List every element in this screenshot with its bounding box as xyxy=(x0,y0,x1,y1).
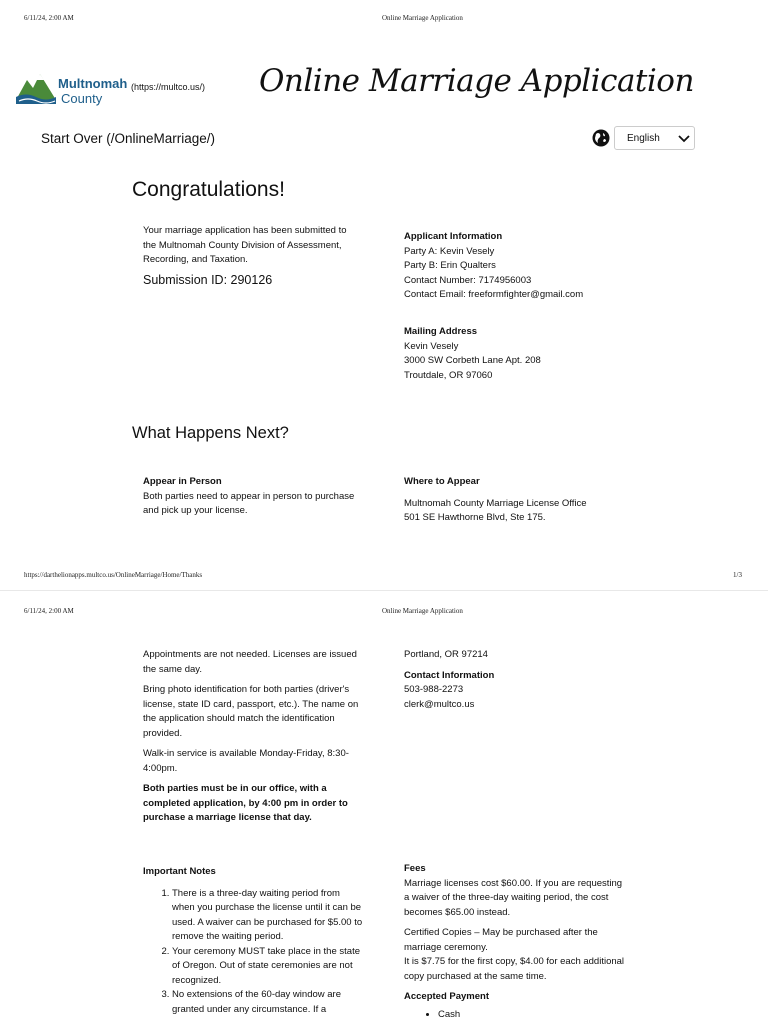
note-item: 2. Your ceremony MUST take place in the state of Oregon. Out of state ceremonies are not recognized. xyxy=(172,945,365,989)
logo-text-line1: Multnomah xyxy=(58,76,128,91)
mailing-address xyxy=(404,325,654,383)
language-select-value: English xyxy=(627,133,660,144)
applicant-info xyxy=(404,230,654,303)
fees-heading: Fees xyxy=(404,863,426,874)
office-address1: 501 SE Hawthorne Blvd, Ste 175. xyxy=(404,512,546,523)
submission-id: Submission ID: 290126 xyxy=(143,273,273,287)
print-title-2: Online Marriage Application xyxy=(382,607,463,615)
mailing-street: 3000 SW Corbeth Lane Apt. 208 xyxy=(404,355,541,366)
multnomah-logo-icon[interactable] xyxy=(16,70,56,106)
contact-number: Contact Number: 7174956003 xyxy=(404,274,532,286)
appointments-text: Appointments are not needed. Licenses are issued the same day. xyxy=(143,649,357,675)
payment-list xyxy=(404,1008,629,1023)
certified-copies-text: Certified Copies – May be purchased after the marriage ceremony. xyxy=(404,927,598,953)
where-to-appear xyxy=(404,475,654,526)
mailing-city: Troutdale, OR 97060 xyxy=(404,369,493,381)
print-datetime: 6/11/24, 2:00 AM xyxy=(24,14,74,22)
office-email[interactable]: clerk@multco.us xyxy=(404,698,475,710)
payment-item: • Cash xyxy=(438,1008,629,1023)
office-contact xyxy=(404,648,654,712)
fees-section xyxy=(404,862,629,1022)
submission-message: Your marriage application has been submitted to the Multnomah County Division of Assessment, Recording, and Taxation. xyxy=(143,225,347,265)
deadline-text: Both parties must be in our office, with a completed application, by 4:00 pm in order to purchase a marriage license that day. xyxy=(143,783,348,823)
mailing-name: Kevin Vesely xyxy=(404,340,459,352)
appearance-details xyxy=(143,648,365,832)
photo-id-text: Bring photo identification for both parties (driver's license, state ID card, passport, etc.). The name on the application should match the identification provided. xyxy=(143,684,359,739)
fees-text: Marriage licenses cost $60.00. If you are requesting a waiver of the three-day waiting period, the cost becomes $65.00 instead. xyxy=(404,877,623,918)
notes-heading: Important Notes xyxy=(143,866,216,877)
where-heading: Where to Appear xyxy=(404,476,480,487)
payment-heading: Accepted Payment xyxy=(404,991,490,1002)
party-b: Party B: Erin Qualters xyxy=(404,260,496,271)
appear-text: Both parties need to appear in person to purchase and pick up your license. xyxy=(143,490,355,516)
office-name: Multnomah County Marriage License Office xyxy=(404,497,587,509)
party-a: Party A: Kevin Vesely xyxy=(404,245,495,257)
contact-email: Contact Email: freeformfighter@gmail.com xyxy=(404,289,584,300)
page-break xyxy=(0,590,768,591)
congrats-heading: Congratulations! xyxy=(132,178,285,201)
notes-list xyxy=(143,887,365,1018)
mailing-heading: Mailing Address xyxy=(404,326,478,337)
page-number: 1/3 xyxy=(733,571,742,579)
office-address2: Portland, OR 97214 xyxy=(404,649,488,660)
office-phone: 503-988-2273 xyxy=(404,684,464,695)
next-heading: What Happens Next? xyxy=(132,424,289,442)
contact-heading: Contact Information xyxy=(404,669,495,681)
globe-icon xyxy=(592,129,610,147)
applicant-heading: Applicant Information xyxy=(404,231,503,242)
important-notes xyxy=(143,865,365,1017)
print-url: https://darthelionapps.multco.us/OnlineMarriage/Home/Thanks xyxy=(24,571,203,579)
logo-link[interactable]: (https://multco.us/) xyxy=(131,82,206,92)
start-over-link[interactable]: Start Over (/OnlineMarriage/) xyxy=(41,131,216,146)
copy-cost-text: It is $7.75 for the first copy, $4.00 for each additional copy purchased at the same time. xyxy=(404,956,625,982)
note-item: 1. There is a three-day waiting period from when you purchase the license until it can be used. A waiver can be purchased for $5.00 to remove the waiting period. xyxy=(172,887,365,945)
language-select[interactable] xyxy=(614,126,695,150)
print-title: Online Marriage Application xyxy=(382,14,463,22)
appear-in-person xyxy=(143,475,363,519)
logo-text-line2: County xyxy=(61,91,103,106)
appear-heading: Appear in Person xyxy=(143,476,222,487)
chevron-down-icon xyxy=(677,132,691,144)
app-title: Online Marriage Application xyxy=(259,63,694,99)
walkin-text: Walk-in service is available Monday-Friday, 8:30-4:00pm. xyxy=(143,748,349,774)
print-datetime-2: 6/11/24, 2:00 AM xyxy=(24,607,74,615)
note-item: 3. No extensions of the 60-day window are granted under any circumstance. If a xyxy=(172,988,365,1017)
